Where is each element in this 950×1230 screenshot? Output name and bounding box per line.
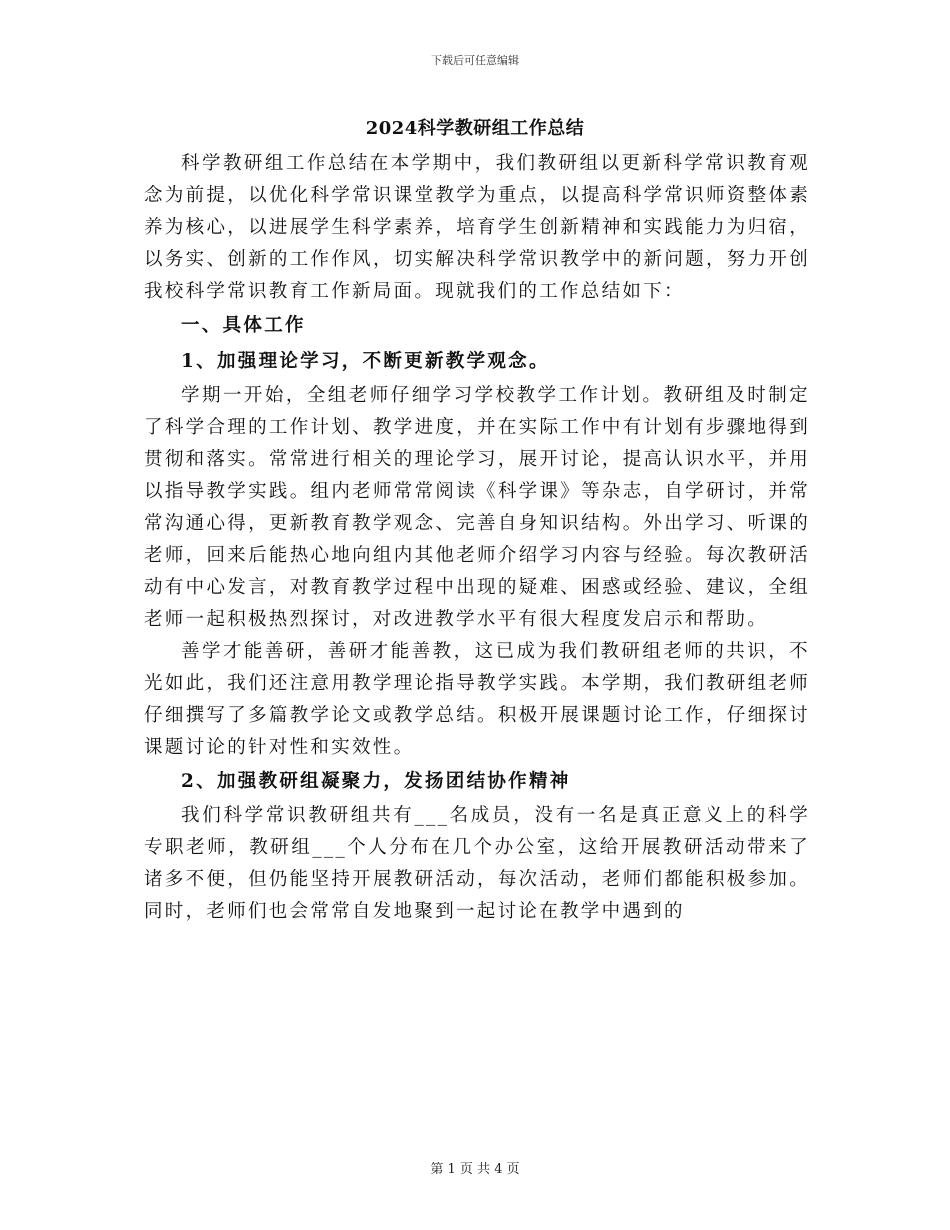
page-number: 第 1 页 共 4 页	[430, 1162, 520, 1177]
subsection-heading-2: 2、加强教研组凝聚力，发扬团结协作精神	[181, 771, 571, 792]
subsection-1-paragraph-2: 善学才能善研，善研才能善教，这已成为我们教研组老师的共识，不光如此，我们还注意用教学理论指导教学实践。本学期，我们教研组老师仔细撰写了多篇教学论文或教学总结。积极开展课题讨论工作，仔细探讨课题讨论的针对性和实效性。	[144, 641, 810, 758]
subsection-2-paragraph-1: 我们科学常识教研组共有___名成员，没有一名是真正意义上的科学专职老师，教研组___个人分布在几个办公室，这给开展教研活动带来了诸多不便，但仍能坚持开展教研活动，每次活动，老师们都能积极参加。同时，老师们也会常常自发地聚到一起讨论在教学中遇到的	[144, 805, 810, 922]
section-heading-1: 一、具体工作	[181, 315, 306, 336]
subsection-heading-1: 1、加强理论学习，不断更新教学观念。	[181, 351, 550, 372]
document-title: 2024科学教研组工作总结	[365, 118, 585, 139]
intro-paragraph: 科学教研组工作总结在本学期中，我们教研组以更新科学常识教育观念为前提，以优化科学常识课堂教学为重点，以提高科学常识师资整体素养为核心，以进展学生科学素养，培育学生创新精神和实践能力为归宿，以务实、创新的工作作风，切实解决科学常识教学中的新问题，努力开创我校科学常识教育工作新局面。现就我们的工作总结如下：	[144, 153, 810, 302]
document-body	[144, 148, 810, 928]
subsection-1-paragraph-1: 学期一开始，全组老师仔细学习学校教学工作计划。教研组及时制定了科学合理的工作计划、教学进度，并在实际工作中有计划有步骤地得到贯彻和落实。常常进行相关的理论学习，展开讨论，提高认识水平，并用以指导教学实践。组内老师常常阅读《科学课》等杂志，自学研讨，并常常沟通心得，更新教育教学观念、完善自身知识结构。外出学习、听课的老师，回来后能热心地向组内其他老师介绍学习内容与经验。每次教研活动有中心发言，对教育教学过程中出现的疑难、困惑或经验、建议，全组老师一起积极热烈探讨，对改进教学水平有很大程度发启示和帮助。	[144, 385, 810, 630]
page-header-note: 下载后可任意编辑	[431, 54, 519, 67]
